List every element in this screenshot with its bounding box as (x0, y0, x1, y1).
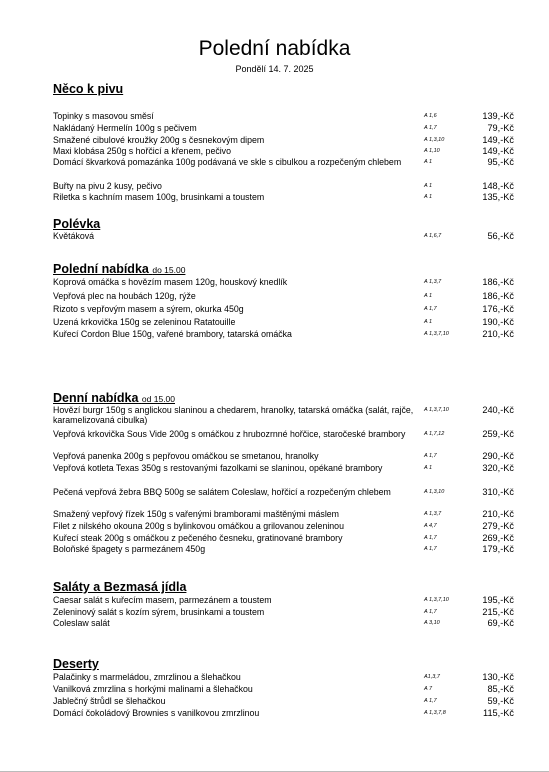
menu-item-price: 320,-Kč (482, 463, 514, 473)
menu-item-name: Uzená krkovička 150g se zeleninou Ratatouille (53, 317, 236, 327)
menu-item (53, 488, 518, 500)
menu-item (53, 709, 518, 721)
menu-item-allergens: A 1,3,7,10 (424, 597, 449, 603)
menu-item-allergens: A 1,7 (424, 698, 437, 704)
menu-item-name: Koprová omáčka s hovězím masem 120g, houskový knedlík (53, 277, 288, 287)
menu-item-allergens: A 1,7,12 (424, 431, 445, 437)
menu-item (53, 193, 518, 205)
menu-item-price: 95,-Kč (487, 157, 514, 167)
menu-item-allergens: A 1,3,10 (424, 489, 445, 495)
menu-item (53, 464, 518, 476)
menu-item-allergens: A 1,3,7 (424, 279, 442, 285)
section-heading (53, 262, 185, 276)
section-time-note: do 15.00 (152, 265, 186, 275)
menu-item-name: Maxi klobása 250g s hořčicí a křenem, pečivo (53, 146, 231, 156)
menu-item-allergens: A 1,3,7,10 (424, 331, 449, 337)
menu-item-allergens: A 1,3,10 (424, 137, 445, 143)
menu-item-allergens: A 1 (424, 465, 433, 471)
menu-item-price: 85,-Kč (487, 684, 514, 694)
menu-item-allergens: A 7 (424, 686, 433, 692)
menu-item-name: Vepřová krkovička Sous Vide 200g s omáčkou z hrubozrnné hořčice, staročeské brambory (53, 429, 406, 439)
section-title: Polévka (53, 217, 101, 231)
menu-item-price: 56,-Kč (487, 231, 514, 241)
menu-item-name: Buřty na pivu 2 kusy, pečivo (53, 181, 162, 191)
menu-item (53, 305, 518, 317)
menu-item-name: Jablečný štrůdl se šlehačkou (53, 696, 166, 706)
menu-item-name: Vepřová plec na houbách 120g, rýže (53, 291, 196, 301)
menu-item-name: Hovězí burgr 150g s anglickou slaninou a chedarem, hranolky, tatarská omáčka (salát, rajče, karamelizovaná cibulka) (53, 405, 414, 425)
menu-item-price: 69,-Kč (487, 618, 514, 628)
menu-item-name: Boloňské špagety s parmezánem 450g (53, 544, 206, 554)
menu-item-price: 310,-Kč (482, 487, 514, 497)
menu-item (53, 619, 518, 631)
menu-item-price: 279,-Kč (482, 521, 514, 531)
menu-item (53, 232, 518, 244)
menu-item-price: 139,-Kč (482, 111, 514, 121)
menu-item-allergens: A 1 (424, 159, 433, 165)
menu-item (53, 158, 518, 170)
menu-item-allergens: A 1,6,7 (424, 233, 442, 239)
section-title: Deserty (53, 657, 99, 671)
menu-item-name: Pečená vepřová žebra BBQ 500g se salátem Coleslaw, hořčicí a rozpečeným chlebem (53, 487, 391, 497)
menu-item-allergens: A 1,3,7,10 (424, 407, 449, 413)
menu-item-name: Caesar salát s kuřecím masem, parmezánem a toustem (53, 595, 272, 605)
menu-item-allergens: A 1 (424, 319, 433, 325)
menu-item-price: 186,-Kč (482, 277, 514, 287)
menu-item-price: 240,-Kč (482, 405, 514, 415)
menu-item-name: Květáková (53, 231, 95, 241)
menu-item-allergens: A 1,7 (424, 535, 437, 541)
menu-item-name: Vepřová panenka 200g s pepřovou omáčkou se smetanou, hranolky (53, 451, 319, 461)
menu-item-price: 195,-Kč (482, 595, 514, 605)
section-heading (53, 391, 175, 405)
menu-item-name: Domácí škvarková pomazánka 100g podávaná ve skle s cibulkou a rozpečeným chlebem (53, 157, 402, 167)
menu-item-price: 149,-Kč (482, 135, 514, 145)
menu-item-price: 186,-Kč (482, 291, 514, 301)
menu-item-name: Topinky s masovou směsí (53, 111, 154, 121)
page-title: Polední nabídka (198, 37, 351, 60)
menu-item-name: Smažený vepřový řízek 150g s vařenými bramborami maštěnými máslem (53, 509, 339, 519)
menu-item-allergens: A1,3,7 (424, 674, 440, 680)
menu-item (53, 278, 518, 290)
menu-item-name: Vanilková zmrzlina s horkými malinami a šlehačkou (53, 684, 253, 694)
section-heading (53, 82, 123, 96)
menu-item (53, 430, 518, 442)
section-heading (53, 657, 99, 671)
menu-item-name: Vepřová kotleta Texas 350g s restovanými fazolkami se slaninou, opékané brambory (53, 463, 383, 473)
menu-item-price: 210,-Kč (482, 509, 514, 519)
menu-item-allergens: A 1,3,7,8 (424, 710, 446, 716)
menu-item-allergens: A 1,7 (424, 609, 437, 615)
menu-date: Pondělí 14. 7. 2025 (235, 64, 314, 74)
menu-item-name: Nakládaný Hermelín 100g s pečivem (53, 123, 197, 133)
section-title: Saláty a Bezmasá jídla (53, 580, 187, 594)
menu-item-name: Riletka s kachním masem 100g, brusinkami a toustem (53, 192, 265, 202)
menu-item-name: Palačinky s marmeládou, zmrzlinou a šlehačkou (53, 672, 241, 682)
menu-item-price: 148,-Kč (482, 181, 514, 191)
section-title: Denní nabídka (53, 391, 139, 405)
menu-item-allergens: A 4,7 (424, 523, 437, 529)
menu-item-name: Coleslaw salát (53, 618, 110, 628)
section-title: Polední nabídka (53, 262, 149, 276)
menu-item-price: 259,-Kč (482, 429, 514, 439)
menu-item-allergens: A 1,7 (424, 306, 437, 312)
section-title: Něco k pivu (53, 82, 124, 96)
menu-item-price: 115,-Kč (483, 708, 514, 718)
menu-item-allergens: A 1 (424, 293, 433, 299)
menu-item-name: Filet z nilského okouna 200g s bylinkovou omáčkou a grilovanou zeleninou (53, 521, 344, 531)
menu-item-allergens: A 1,7 (424, 546, 437, 552)
menu-item-allergens: A 1,10 (424, 148, 440, 154)
menu-item-allergens: A 3,10 (424, 620, 440, 626)
menu-item-price: 135,-Kč (482, 192, 514, 202)
menu-item-price: 179,-Kč (482, 544, 514, 554)
menu-item-price: 149,-Kč (482, 146, 514, 156)
menu-item-allergens: A 1 (424, 183, 433, 189)
menu-item (53, 545, 518, 557)
menu-item-price: 130,-Kč (482, 672, 514, 682)
menu-item-price: 59,-Kč (487, 696, 514, 706)
section-time-note: od 15.00 (141, 394, 176, 404)
menu-item-allergens: A 1 (424, 194, 433, 200)
menu-item-allergens: A 1,7 (424, 453, 437, 459)
menu-item-price: 79,-Kč (487, 123, 514, 133)
menu-item-name: Smažené cibulové kroužky 200g s česnekovým dipem (53, 135, 265, 145)
menu-item (53, 405, 518, 425)
menu-item-name: Zeleninový salát s kozím sýrem, brusinkami a toustem (53, 607, 265, 617)
menu-item-price: 269,-Kč (482, 533, 514, 543)
section-heading (53, 580, 186, 594)
menu-item-name: Kuřecí steak 200g s omáčkou z pečeného česneku, gratinované brambory (53, 533, 343, 543)
menu-item (53, 330, 518, 342)
menu-item-allergens: A 1,3,7 (424, 511, 442, 517)
menu-item-price: 290,-Kč (482, 451, 514, 461)
menu-item-allergens: A 1,6 (424, 113, 437, 119)
menu-item-price: 210,-Kč (482, 329, 514, 339)
menu-item-name: Rizoto s vepřovým masem a sýrem, okurka 450g (53, 304, 244, 314)
menu-item (53, 292, 518, 304)
menu-item-price: 176,-Kč (482, 304, 514, 314)
menu-item-price: 215,-Kč (482, 607, 514, 617)
menu-item-name: Domácí čokoládový Brownies s vanilkovou zmrzlinou (53, 708, 260, 718)
menu-item-price: 190,-Kč (482, 317, 514, 327)
section-heading (53, 217, 100, 231)
menu-item-allergens: A 1,7 (424, 125, 437, 131)
menu-item-name: Kuřecí Cordon Blue 150g, vařené brambory, tatarská omáčka (53, 329, 292, 339)
